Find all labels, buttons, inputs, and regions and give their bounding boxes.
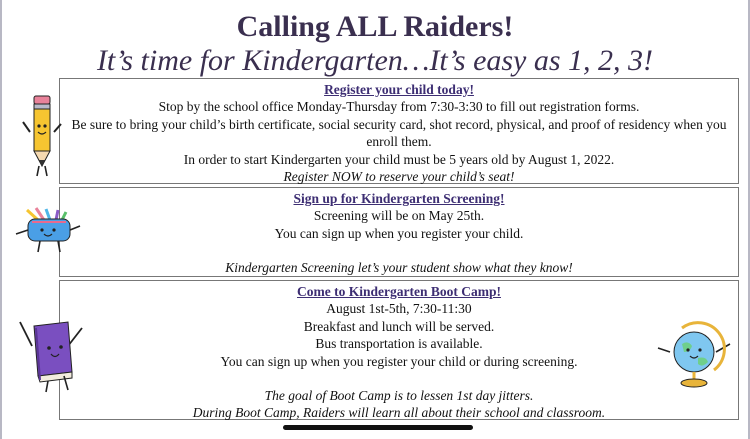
bootcamp-line-6: During Boot Camp, Raiders will learn all about their school and classroom. [192,405,606,421]
screening-line-1: Screening will be on May 25th. [313,208,485,224]
screening-heading: Sign up for Kindergarten Screening! [293,191,505,206]
register-line-1: Stop by the school office Monday-Thursday from 7:30-3:30 to fill out registration forms. [158,99,640,115]
screening-section [59,187,739,277]
bootcamp-line-5: The goal of Boot Camp is to lessen 1st day jitters. [264,388,534,404]
bootcamp-spacer [60,370,738,387]
flyer-title: Calling ALL Raiders! [236,10,514,43]
register-line-3: In order to start Kindergarten your child must be 5 years old by August 1, 2022. [183,151,615,167]
register-line-4: Register NOW to reserve your child’s seat! [283,169,515,185]
bootcamp-heading: Come to Kindergarten Boot Camp! [297,284,501,299]
bootcamp-line-4: You can sign up when you register your child or during screening. [220,353,578,369]
register-section [59,78,739,184]
scroll-indicator[interactable] [283,425,473,430]
bootcamp-line-1: August 1st-5th, 7:30-11:30 [326,301,472,317]
bootcamp-section [59,280,739,420]
flyer-subtitle: It’s time for Kindergarten…It’s easy as 1, 2, 3! [96,44,654,77]
bootcamp-line-3: Bus transportation is available. [315,336,483,352]
pencil-character-icon [22,92,62,178]
globe-character-icon [656,318,732,390]
book-character-icon [14,314,86,394]
bootcamp-line-2: Breakfast and lunch will be served. [303,318,495,334]
pencil-case-character-icon [14,206,82,256]
register-heading: Register your child today! [324,82,474,97]
register-line-2: Be sure to bring your child’s birth certificate, social security card, shot record, physical, and proof of residency when you enroll them. [71,116,727,150]
screening-line-3: Kindergarten Screening let’s your student show what they know! [225,260,573,276]
screening-spacer [60,242,738,259]
screening-line-2: You can sign up when you register your child. [274,225,524,241]
